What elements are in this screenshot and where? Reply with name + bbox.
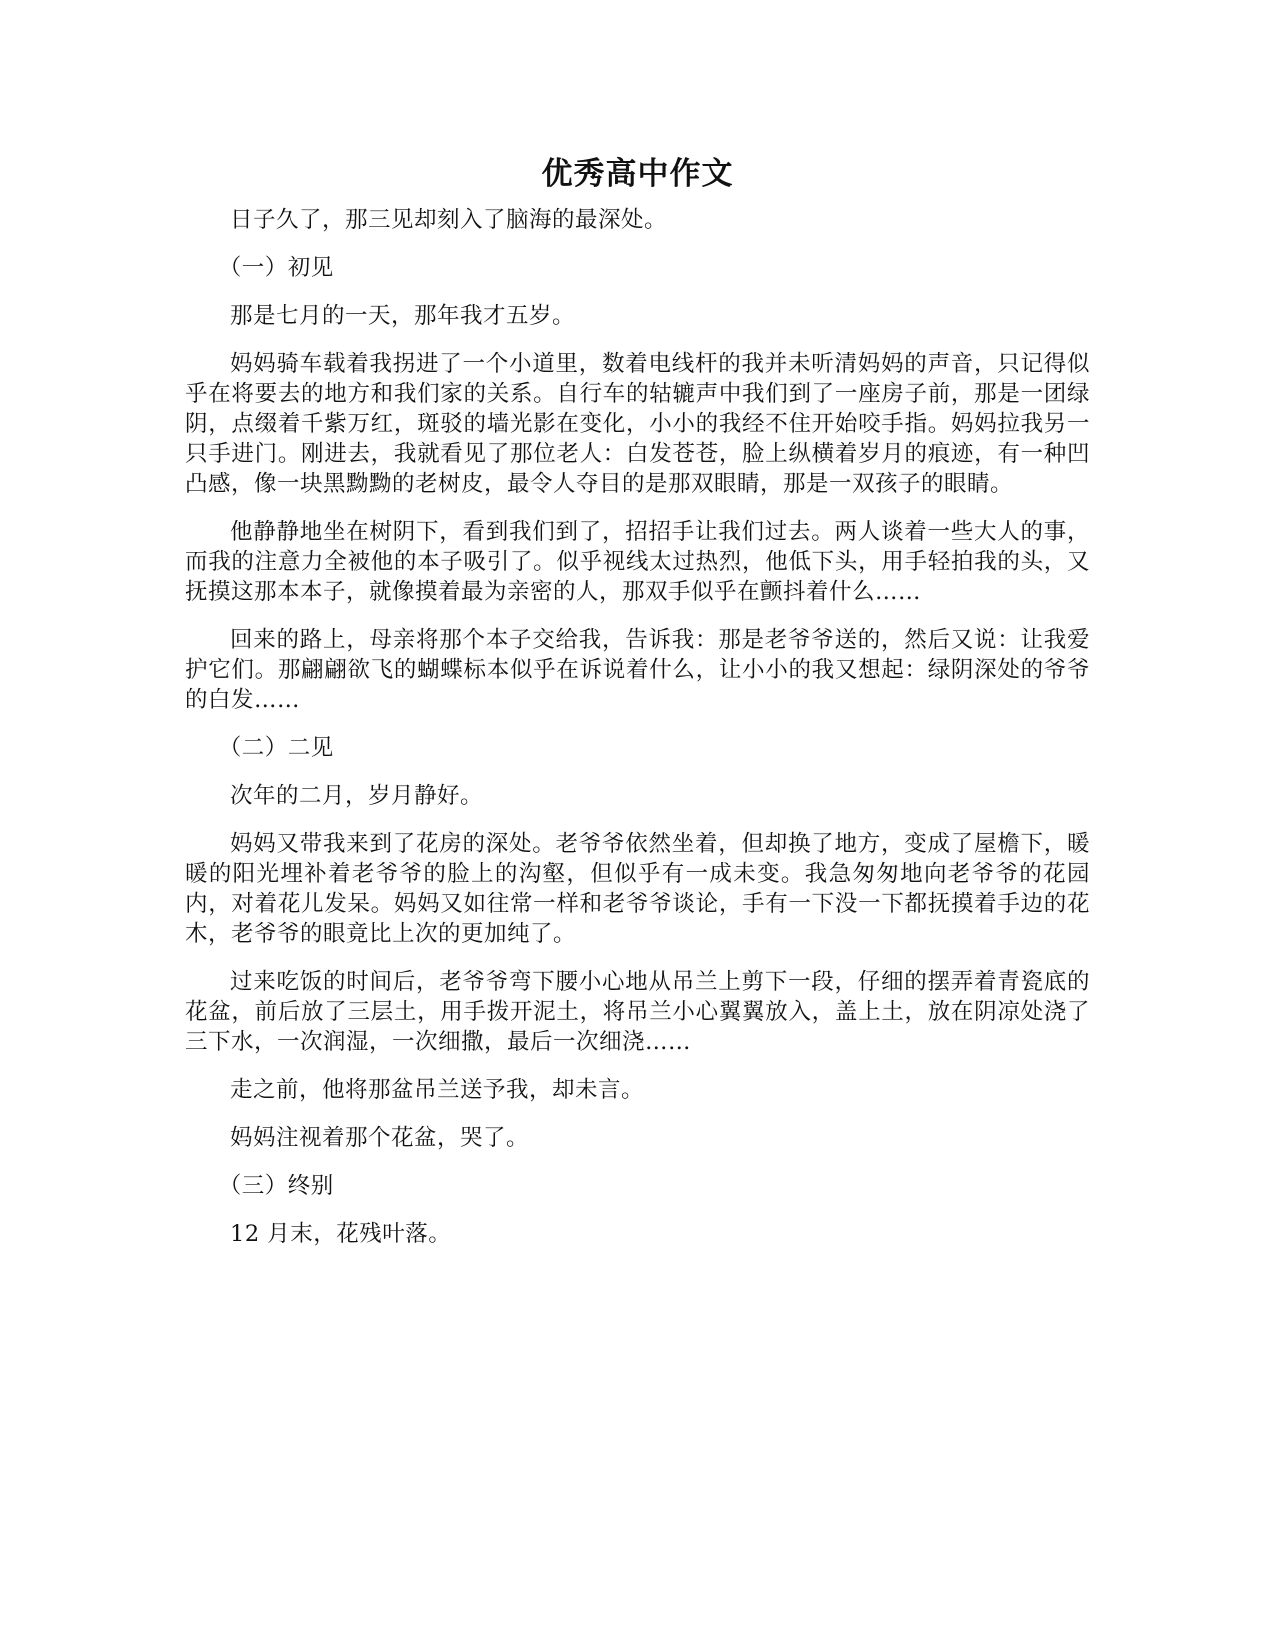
paragraph: 过来吃饭的时间后，老爷爷弯下腰小心地从吊兰上剪下一段，仔细的摆弄着青瓷底的花盆，前后放了三层土，用手拨开泥土，将吊兰小心翼翼放入，盖上土，放在阴凉处浇了三下水，一次润湿，一次细撒，最后一次细浇…… xyxy=(185,969,1090,1055)
section-heading-1: （一）初见 xyxy=(218,255,334,281)
paragraph: 妈妈骑车载着我拐进了一个小道里，数着电线杆的我并未听清妈妈的声音，只记得似乎在将要去的地方和我们家的关系。自行车的轱辘声中我们到了一座房子前，那是一团绿阴，点缀着千紫万红，斑驳的墙光影在变化，小小的我经不住开始咬手指。妈妈拉我另一只手进门。刚进去，我就看见了那位老人：白发苍苍，脸上纵横着岁月的痕迹，有一种凹凸感，像一块黑黝黝的老树皮，最令人夺目的是那双眼睛，那是一双孩子的眼睛。 xyxy=(185,351,1090,497)
paragraph: 回来的路上，母亲将那个本子交给我，告诉我：那是老爷爷送的，然后又说：让我爱护它们。那翩翩欲飞的蝴蝶标本似乎在诉说着什么，让小小的我又想起：绿阴深处的爷爷的白发…… xyxy=(185,627,1090,713)
section-heading-3: （三）终别 xyxy=(218,1173,334,1199)
paragraph-intro: 日子久了，那三见却刻入了脑海的最深处。 xyxy=(230,207,668,233)
paragraph: 他静静地坐在树阴下，看到我们到了，招招手让我们过去。两人谈着一些大人的事，而我的注意力全被他的本子吸引了。似乎视线太过热烈，他低下头，用手轻拍我的头，又抚摸这那本本子，就像摸着最为亲密的人，那双手似乎在颤抖着什么…… xyxy=(185,519,1090,605)
paragraph: 妈妈又带我来到了花房的深处。老爷爷依然坐着，但却换了地方，变成了屋檐下，暖暖的阳光埋补着老爷爷的脸上的沟壑，但似乎有一成未变。我急匆匆地向老爷爷的花园内，对着花儿发呆。妈妈又如往常一样和老爷爷谈论，手有一下没一下都抚摸着手边的花木，老爷爷的眼竟比上次的更加纯了。 xyxy=(185,831,1090,947)
section-heading-2: （二）二见 xyxy=(218,735,334,761)
paragraph: 走之前，他将那盆吊兰送予我，却未言。 xyxy=(230,1077,645,1103)
paragraph: 12 月末，花残叶落。 xyxy=(230,1221,452,1247)
document-title: 优秀高中作文 xyxy=(541,156,734,192)
document-body xyxy=(185,205,1090,1267)
paragraph: 妈妈注视着那个花盆，哭了。 xyxy=(230,1125,530,1151)
paragraph: 次年的二月，岁月静好。 xyxy=(230,783,484,809)
paragraph: 那是七月的一天，那年我才五岁。 xyxy=(230,303,576,329)
